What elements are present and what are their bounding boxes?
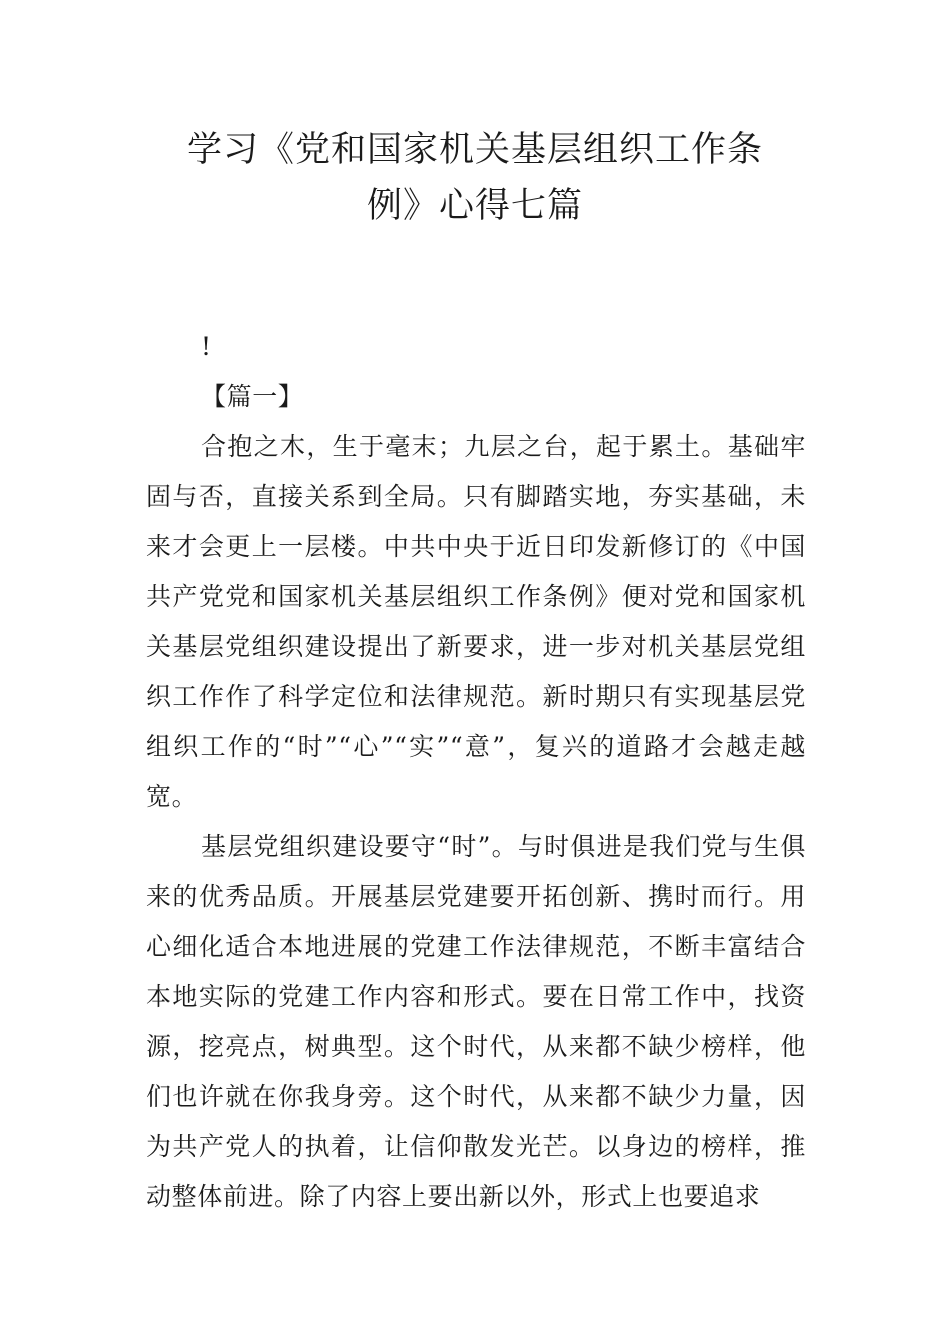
title-line-2: 例》心得七篇 — [366, 186, 583, 226]
paragraph-1: 合抱之木，生于毫末；九层之台，起于累土。基础牢固与否，直接关系到全局。只有脚踏实地，夯实基础，未来才会更上一层楼。中共中央于近日印发新修订的《中国共产党党和国家机关基层组织工作条例》便对党和国家机关基层党组织建设提出了新要求，进一步对机关基层党组织工作作了科学定位和法律规范。新时期只有实现基层党组织工作的“时”“心”“实”“意”，复兴的道路才会越走越宽。 — [146, 432, 806, 811]
exclamation-mark: ! — [201, 332, 212, 361]
document-body — [146, 322, 806, 1222]
document-title — [140, 122, 810, 234]
paragraph-2: 基层党组织建设要守“时”。与时俱进是我们党与生俱来的优秀品质。开展基层党建要开拓创新、携时而行。用心细化适合本地进展的党建工作法律规范，不断丰富结合本地实际的党建工作内容和形式。要在日常工作中，找资源，挖亮点，树典型。这个时代，从来都不缺少榜样，他们也许就在你我身旁。这个时代，从来都不缺少力量，因为共产党人的执着，让信仰散发光芒。以身边的榜样，推动整体前进。除了内容上要出新以外，形式上也要追求 — [146, 832, 806, 1211]
section-heading: 【篇一】 — [201, 382, 304, 411]
title-line-1: 学习《党和国家机关基层组织工作条 — [186, 130, 763, 170]
